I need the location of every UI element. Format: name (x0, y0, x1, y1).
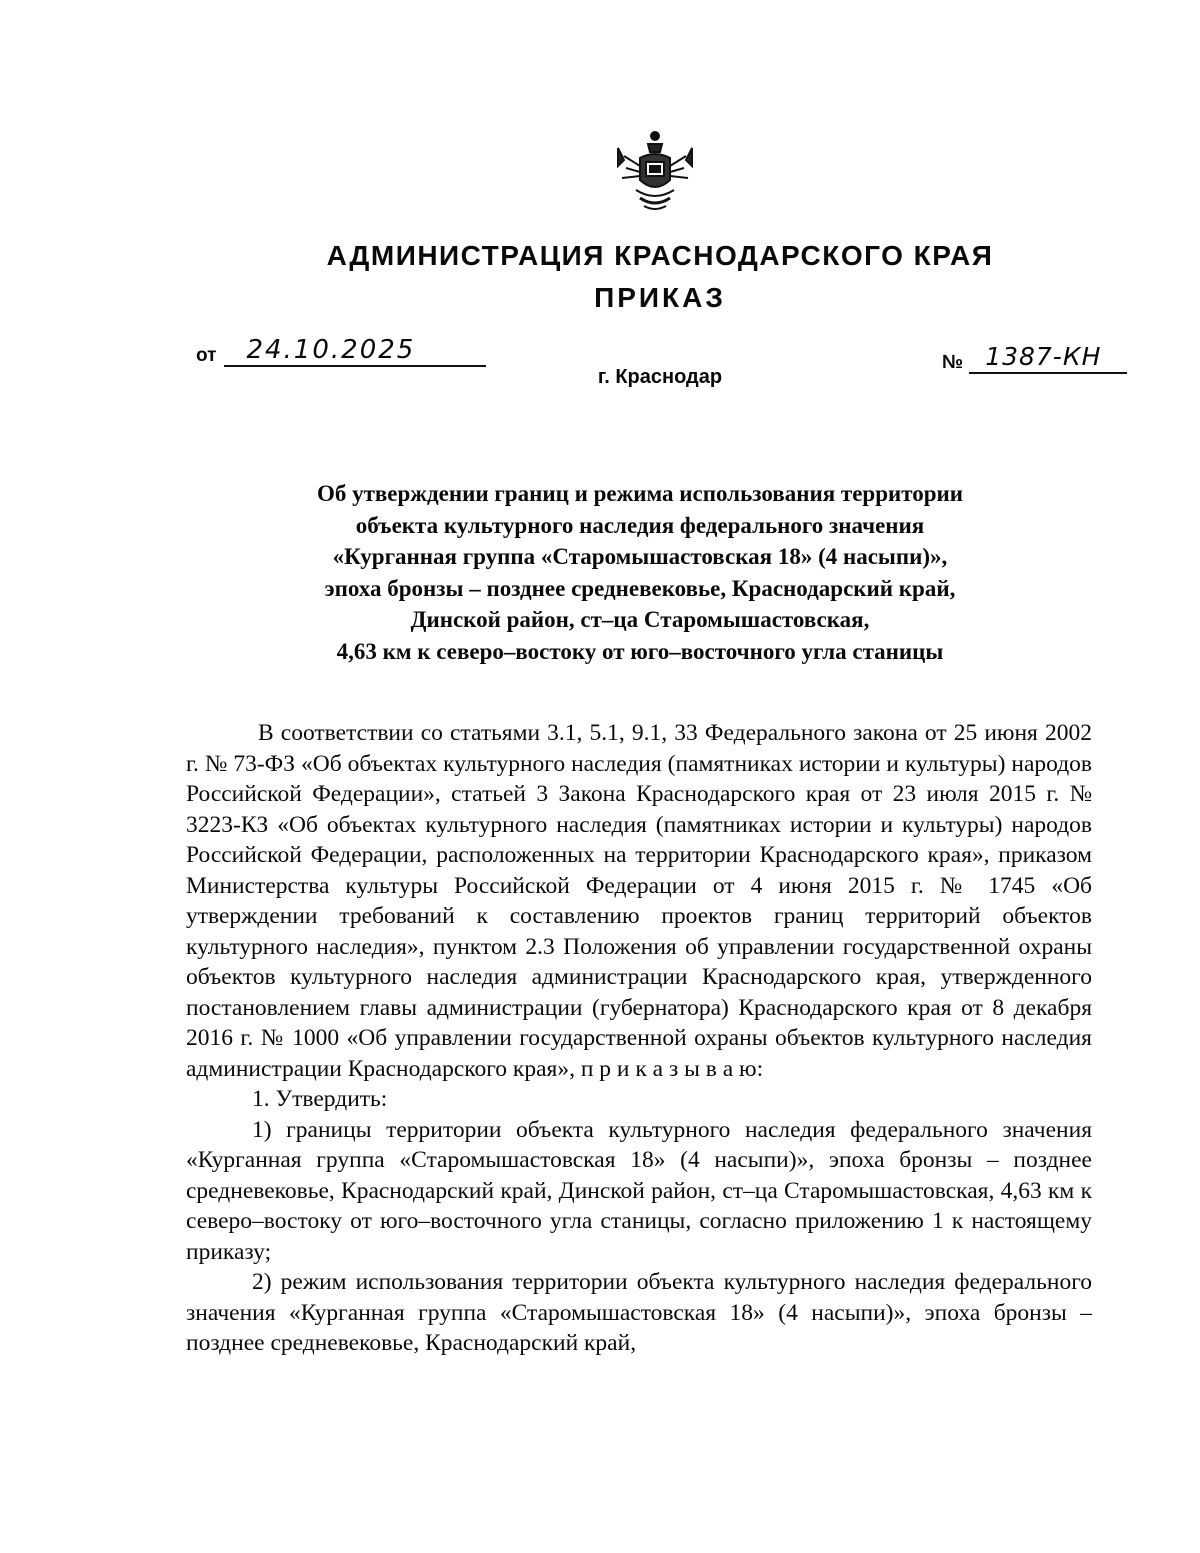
title-line: «Курганная группа «Старомышастовская 18» (4 насыпи)», (332, 544, 948, 569)
organization-name: АДМИНИСТРАЦИЯ КРАСНОДАРСКОГО КРАЯ (326, 240, 994, 271)
document-type: ПРИКАЗ (594, 282, 726, 313)
document-body (186, 718, 1092, 1359)
title-line: объекта культурного наследия федерального значения (355, 512, 925, 538)
date-field (196, 335, 486, 367)
number-value: 1387-КН (969, 342, 1127, 374)
date-value: 24.10.2025 (224, 335, 486, 367)
title-line: Об утверждении границ и режима использования территории (316, 481, 964, 506)
point-1: 1. Утвердить: (252, 1086, 388, 1112)
date-prefix: от (196, 345, 217, 366)
title-line: Динской район, ст–ца Старомышастовская, (410, 607, 870, 632)
number-prefix: № (942, 352, 964, 373)
title-line: 4,63 км к северо–востоку от юго–восточного угла станицы (336, 638, 944, 664)
preamble-paragraph: В соответствии со статьями 3.1, 5.1, 9.1, 33 Федерального закона от 25 июня 2002 г. № 73-ФЗ «Об объектах культурного наследия (памятниках истории и культуры) народов Российской Федерации», статьей 3 Закона Краснодарского края от 23 июля 2015 г. № 3223-КЗ «Об объектах культурного наследия (памятниках истории и культуры) народов Российской Федерации, расположенных на территории Краснодарского края», приказом Министерства культуры Российской Федерации от 4 июня 2015 г. № 1745 «Об утверждении требований к составлению проектов границ территорий объектов культурного наследия», пунктом 2.3 Положения об управлении государственной охраны объектов культурного наследия администрации Краснодарского края, утвержденного постановлением главы администрации (губернатора) Краснодарского края от 8 декабря 2016 г. № 1000 «Об управлении государственной охраны объектов культурного наследия администрации Краснодарского края», п р и к а з ы в а ю: (186, 720, 1092, 1082)
city: г. Краснодар (597, 366, 723, 388)
title-line: эпоха бронзы – позднее средневековье, Краснодарский край, (324, 575, 956, 601)
item-2: 2) режим использования территории объекта культурного наследия федерального значения «Курганная группа «Старомышастовская 18» (4 насыпи)», эпоха бронзы – позднее средневековье, Краснодарский край, (186, 1269, 1092, 1356)
document-title (200, 478, 1080, 667)
coat-of-arms-icon (610, 128, 700, 218)
item-1: 1) границы территории объекта культурного наследия федерального значения «Курганная группа «Старомышастовская 18» (4 насыпи)», эпоха бронзы – позднее средневековье, Краснодарский край, Динской район, ст–ца Старомышастовская, 4,63 км к северо–востоку от юго–восточного угла станицы, согласно приложению 1 к настоящему приказу; (186, 1116, 1092, 1265)
